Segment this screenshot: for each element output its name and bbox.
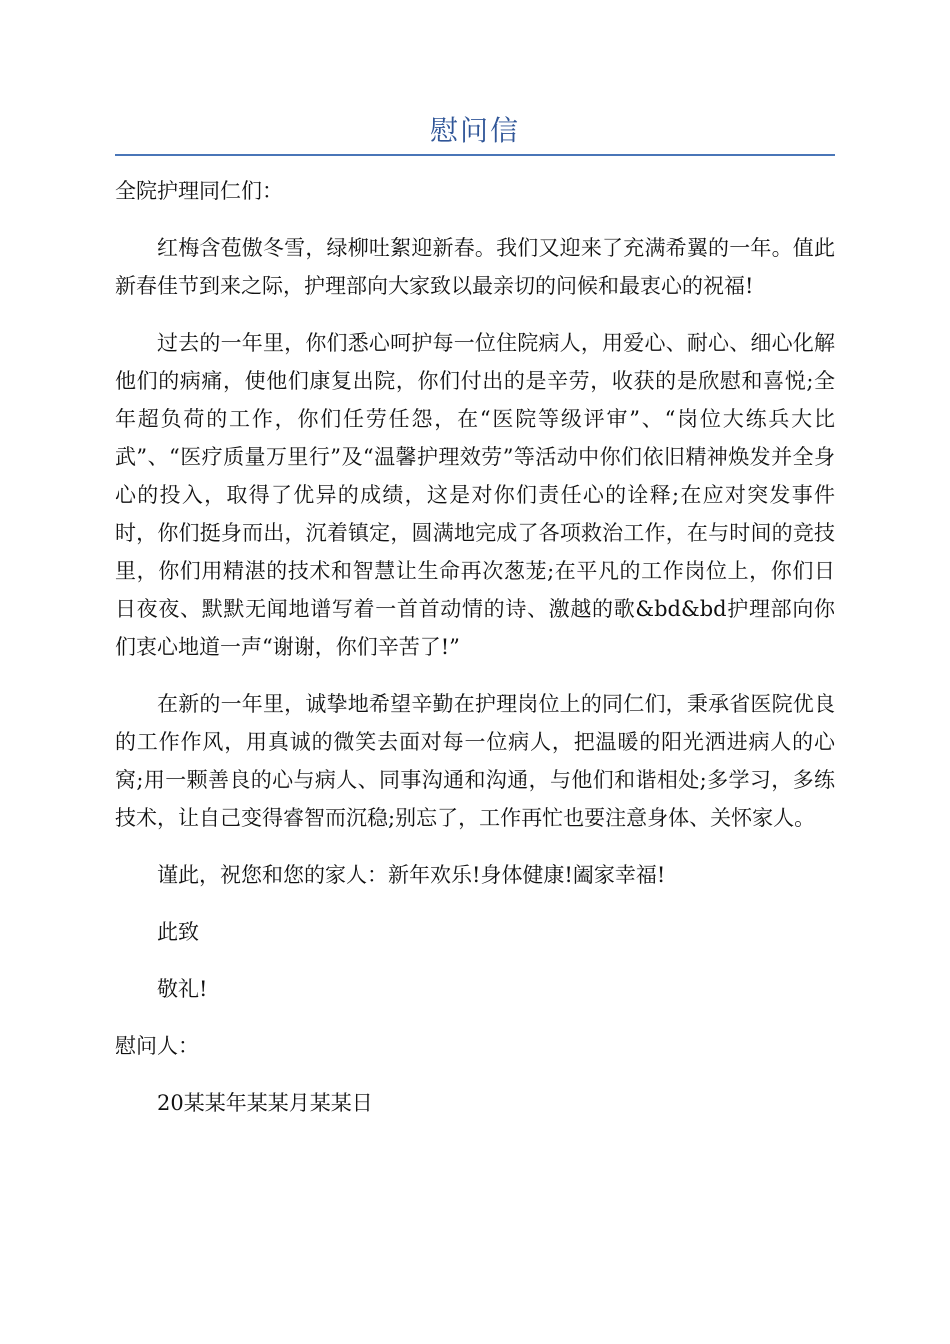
paragraph-wishes: 谨此，祝您和您的家人：新年欢乐!身体健康!阖家幸福!: [157, 863, 666, 887]
paragraph-past-year: 过去的一年里，你们悉心呵护每一位住院病人，用爱心、耐心、细心化解他们的病痛，使他们康复出院，你们付出的是辛劳，收获的是欣慰和喜悦;全年超负荷的工作，你们任劳任怨，在“医院等级评审”、“岗位大练兵大比武”、“医疗质量万里行”及“温馨护理效劳”等活动中你们依旧精神焕发并全身心的投入，取得了优异的成绩，这是对你们责任心的诠释;在应对突发事件时，你们挺身而出，沉着镇定，圆满地完成了各项救治工作，在与时间的竞技里，你们用精湛的技术和智慧让生命再次葱茏;在平凡的工作岗位上，你们日日夜夜、默默无闻地谱写着一首首动情的诗、激越的歌&bd&bd护理部向你们衷心地道一声“谢谢，你们辛苦了!”: [115, 331, 835, 659]
letter-date: 20某某年某某月某某日: [157, 1091, 373, 1115]
signature-label: 慰问人：: [115, 1034, 199, 1058]
paragraph-new-year-hopes: 在新的一年里，诚挚地希望辛勤在护理岗位上的同仁们，秉承省医院优良的工作作风，用真诚的微笑去面对每一位病人，把温暖的阳光洒进病人的心窝;用一颗善良的心与病人、同事沟通和沟通，与他们和谐相处;多学习，多练技术，让自己变得睿智而沉稳;别忘了，工作再忙也要注意身体、关怀家人。: [115, 692, 835, 830]
closing-line-1: 此致: [157, 920, 199, 944]
paragraph-greeting: 红梅含苞傲冬雪，绿柳吐絮迎新春。我们又迎来了充满希翼的一年。值此新春佳节到来之际，护理部向大家致以最亲切的问候和最衷心的祝福!: [115, 236, 835, 298]
letter-body: [115, 172, 835, 1141]
closing-line-2: 敬礼!: [157, 977, 208, 1001]
title-divider: [115, 154, 835, 156]
document-title: 慰问信: [429, 114, 520, 147]
salutation: 全院护理同仁们：: [115, 179, 283, 203]
